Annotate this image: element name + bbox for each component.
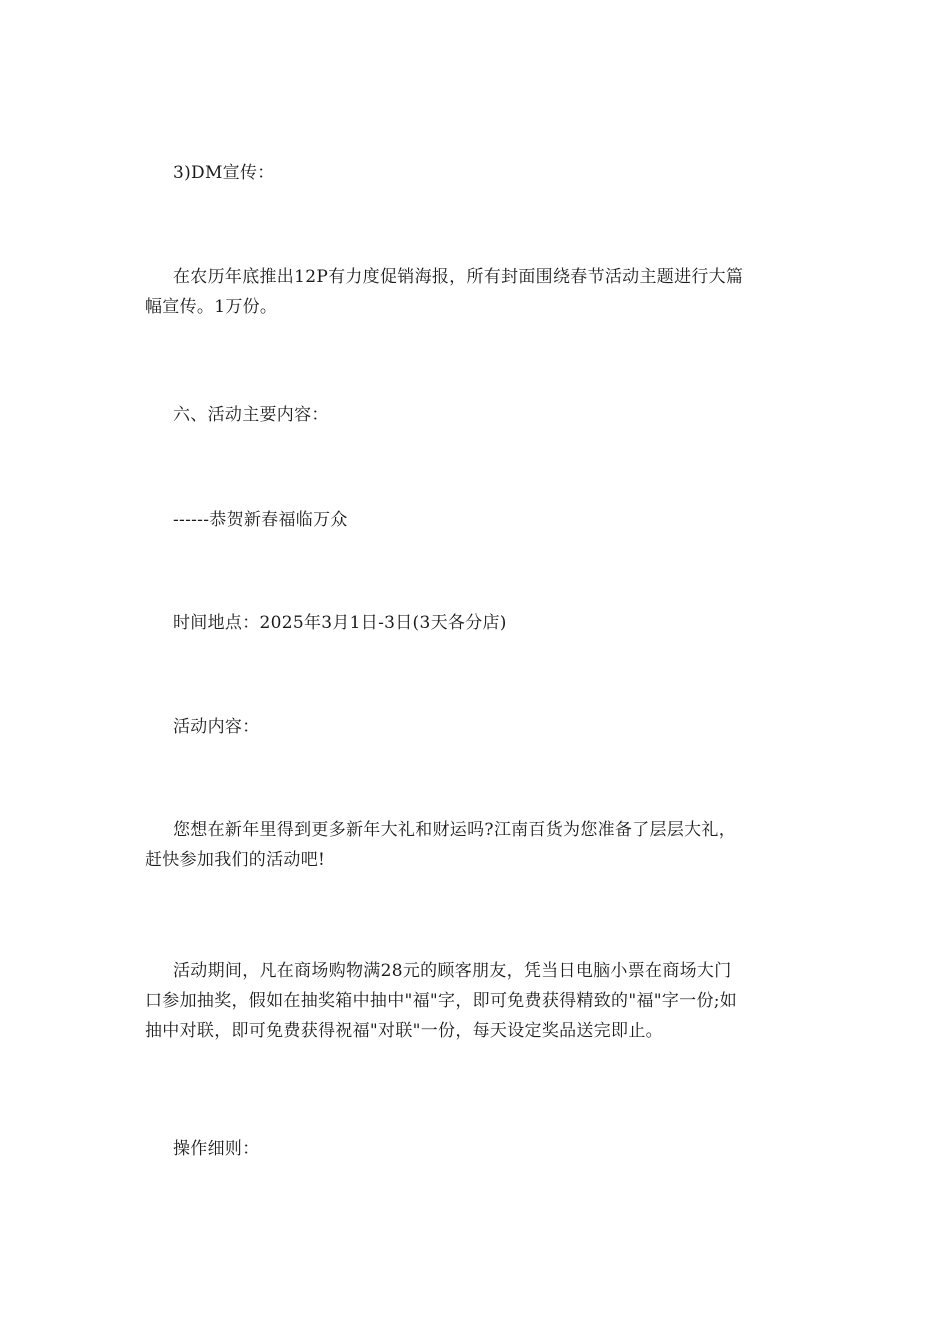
- time-place-line: [145, 608, 805, 638]
- paragraph-line: 幅宣传。1万份。: [145, 297, 278, 317]
- content-label: [145, 712, 805, 742]
- paragraph-line: 活动期间，凡在商场购物满28元的顾客朋友，凭当日电脑小票在商场大门: [173, 961, 732, 981]
- section-six-text: 六、活动主要内容：: [173, 405, 329, 425]
- paragraph-line: 在农历年底推出12P有力度促销海报，所有封面围绕春节活动主题进行大篇: [173, 267, 744, 287]
- paragraph-line: 口参加抽奖，假如在抽奖箱中抽中"福"字，即可免费获得精致的"福"字一份;如: [145, 991, 738, 1011]
- section-six-heading: [145, 400, 805, 430]
- paragraph-line: 您想在新年里得到更多新年大礼和财运吗?江南百货为您准备了层层大礼，: [173, 820, 737, 840]
- activity-subtitle: [145, 505, 805, 535]
- content-label-text: 活动内容：: [173, 717, 260, 737]
- paragraph-intro: [145, 815, 805, 875]
- paragraph-activity-period: [145, 956, 805, 1046]
- paragraph-line: 抽中对联，即可免费获得祝福"对联"一份，每天设定奖品送完即止。: [145, 1021, 663, 1041]
- time-place-text: 时间地点：2025年3月1日-3日(3天各分店): [173, 613, 507, 633]
- rules-label: [145, 1134, 805, 1164]
- activity-subtitle-text: ------恭贺新春福临万众: [173, 510, 348, 530]
- paragraph-line: 赶快参加我们的活动吧!: [145, 850, 326, 870]
- heading-dm-promotion: [145, 158, 805, 188]
- heading-dm-text: 3)DM宣传：: [173, 163, 275, 183]
- rules-label-text: 操作细则：: [173, 1139, 260, 1159]
- paragraph-dm-poster: [145, 262, 805, 322]
